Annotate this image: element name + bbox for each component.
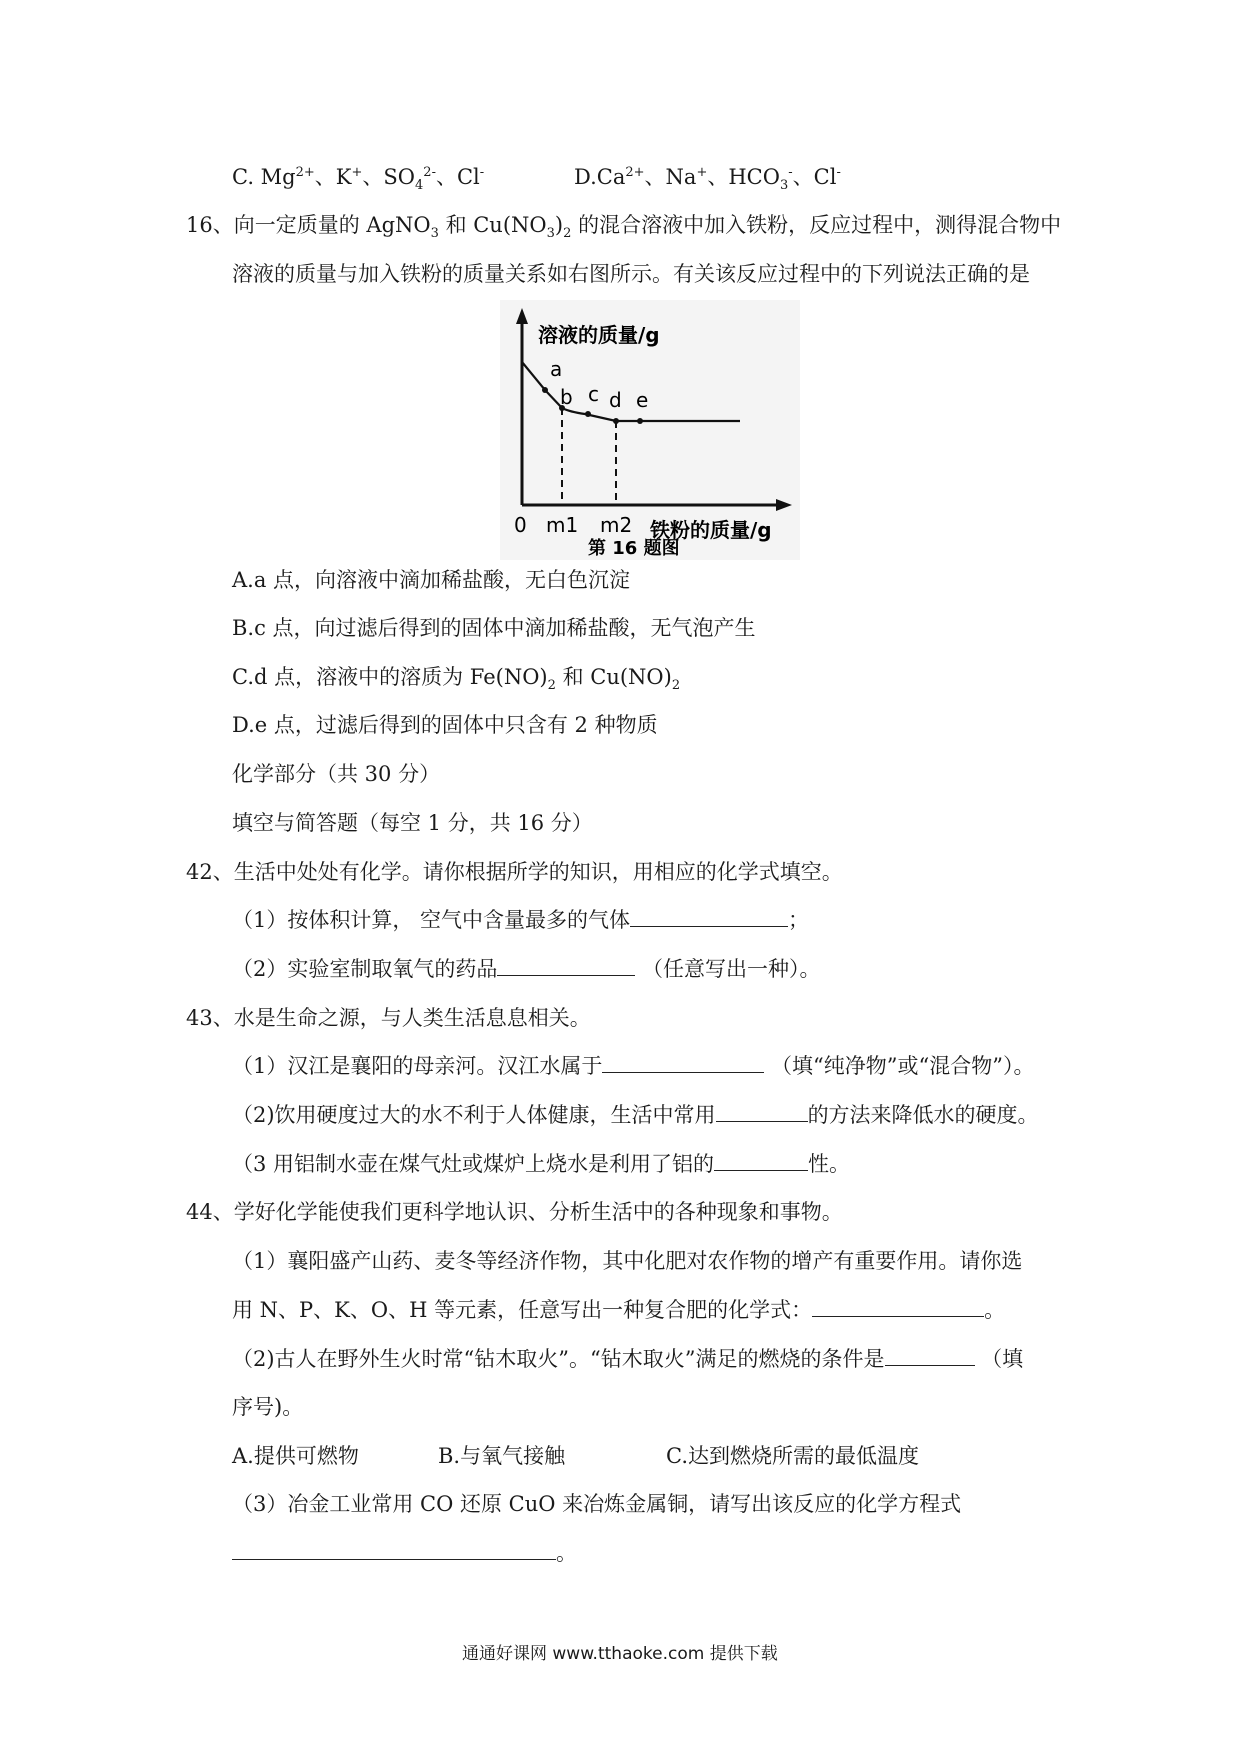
q43-part2: （2)饮用硬度过大的水不利于人体健康，生活中常用 的方法来降低水的硬度。 (232, 1103, 1039, 1127)
q44-part2-line1: （2)古人在野外生火时常“钻木取火”。“钻木取火”满足的燃烧的条件是 （填 (232, 1347, 1024, 1371)
q43-stem: 43、水是生命之源，与人类生活息息相关。 (186, 1006, 591, 1030)
q44-part1-line2: 用 N、P、K、O、H 等元素，任意写出一种复合肥的化学式： 。 (232, 1298, 1006, 1322)
q43-part1: （1）汉江是襄阳的母亲河。汉江水属于 （填“纯净物”或“混合物”）。 (232, 1054, 1035, 1078)
answer-blank[interactable] (497, 955, 635, 976)
q43-part3: （3 用铝制水壶在煤气灶或煤炉上烧水是利用了铝的 性。 (232, 1152, 851, 1176)
graph-caption: 第 16 题图 (588, 538, 680, 559)
q42-part1: （1）按体积计算， 空气中含量最多的气体 ； (232, 908, 810, 932)
point-label-b: b (560, 385, 573, 409)
section-subtitle: 填空与简答题（每空 1 分，共 16 分） (232, 811, 593, 835)
answer-blank[interactable] (812, 1296, 984, 1317)
q44-stem: 44、学好化学能使我们更科学地认识、分析生活中的各种现象和事物。 (186, 1200, 843, 1224)
q44-part3-line2: 。 (232, 1539, 577, 1567)
point-c-dot (585, 411, 591, 417)
answer-blank[interactable] (602, 1052, 764, 1073)
point-label-d: d (609, 388, 622, 412)
q16-option-c: C.d 点，溶液中的溶质为 $Fe(NO)_2$ 和 $Cu(NO)_2$ (232, 665, 681, 694)
x-axis-label: 铁粉的质量/g (650, 518, 772, 542)
q15-option-d: $D.Ca^{2+}$、Na+、$HCO_3^-$、Cl- (574, 165, 841, 194)
q16-option-d: D.e 点，过滤后得到的固体中只含有 2 种物质 (232, 713, 658, 737)
page-footer: 通通好课网 www.tthaoke.com 提供下载 (462, 1644, 778, 1664)
q16-graph (500, 300, 800, 560)
section-title: 化学部分（共 30 分） (232, 762, 441, 786)
point-d-dot (613, 418, 619, 424)
point-label-c: c (588, 382, 599, 406)
origin-label: 0 (514, 513, 527, 537)
point-label-a: a (550, 357, 563, 381)
answer-blank[interactable] (716, 1101, 808, 1122)
answer-blank[interactable] (714, 1150, 808, 1171)
answer-blank[interactable] (885, 1345, 975, 1366)
q15-option-c: C. $Mg^{2+}$、K+、$SO_4^{2-}$、Cl- (232, 165, 485, 194)
q42-stem: 42、生活中处处有化学。请你根据所学的知识，用相应的化学式填空。 (186, 860, 843, 884)
q44-part2-line2: 序号)。 (232, 1395, 304, 1419)
q16-option-a: A.a 点，向溶液中滴加稀盐酸，无白色沉淀 (232, 568, 631, 592)
answer-blank[interactable] (630, 906, 788, 927)
x-tick-m2: m2 (600, 513, 633, 537)
q16-stem-line2: 溶液的质量与加入铁粉的质量关系如右图所示。有关该反应过程中的下列说法正确的是 (232, 262, 1030, 286)
answer-blank[interactable] (232, 1539, 556, 1560)
q16-option-b: B.c 点，向过滤后得到的固体中滴加稀盐酸，无气泡产生 (232, 616, 756, 640)
y-axis-label: 溶液的质量/g (538, 323, 660, 347)
point-e-dot (637, 418, 643, 424)
point-label-e: e (636, 388, 649, 412)
q44-part1-line1: （1）襄阳盛产山药、麦冬等经济作物，其中化肥对农作物的增产有重要作用。请你选 (232, 1249, 1023, 1273)
q44-options: A.提供可燃物 B.与氧气接触 C.达到燃烧所需的最低温度 (232, 1444, 919, 1468)
point-a-dot (542, 387, 548, 393)
x-tick-m1: m1 (546, 513, 579, 537)
q16-stem-line1: 16、向一定质量的 AgNO$_3$ 和 $Cu(NO_3)_2$ 的混合溶液中加入铁粉，反应过程中，测得混合物中 (186, 213, 1062, 242)
q42-part2: （2）实验室制取氧气的药品 （任意写出一种）。 (232, 957, 821, 981)
q44-part3-line1: （3）冶金工业常用 CO 还原 CuO 来冶炼金属铜，请写出该反应的化学方程式 (232, 1492, 962, 1516)
